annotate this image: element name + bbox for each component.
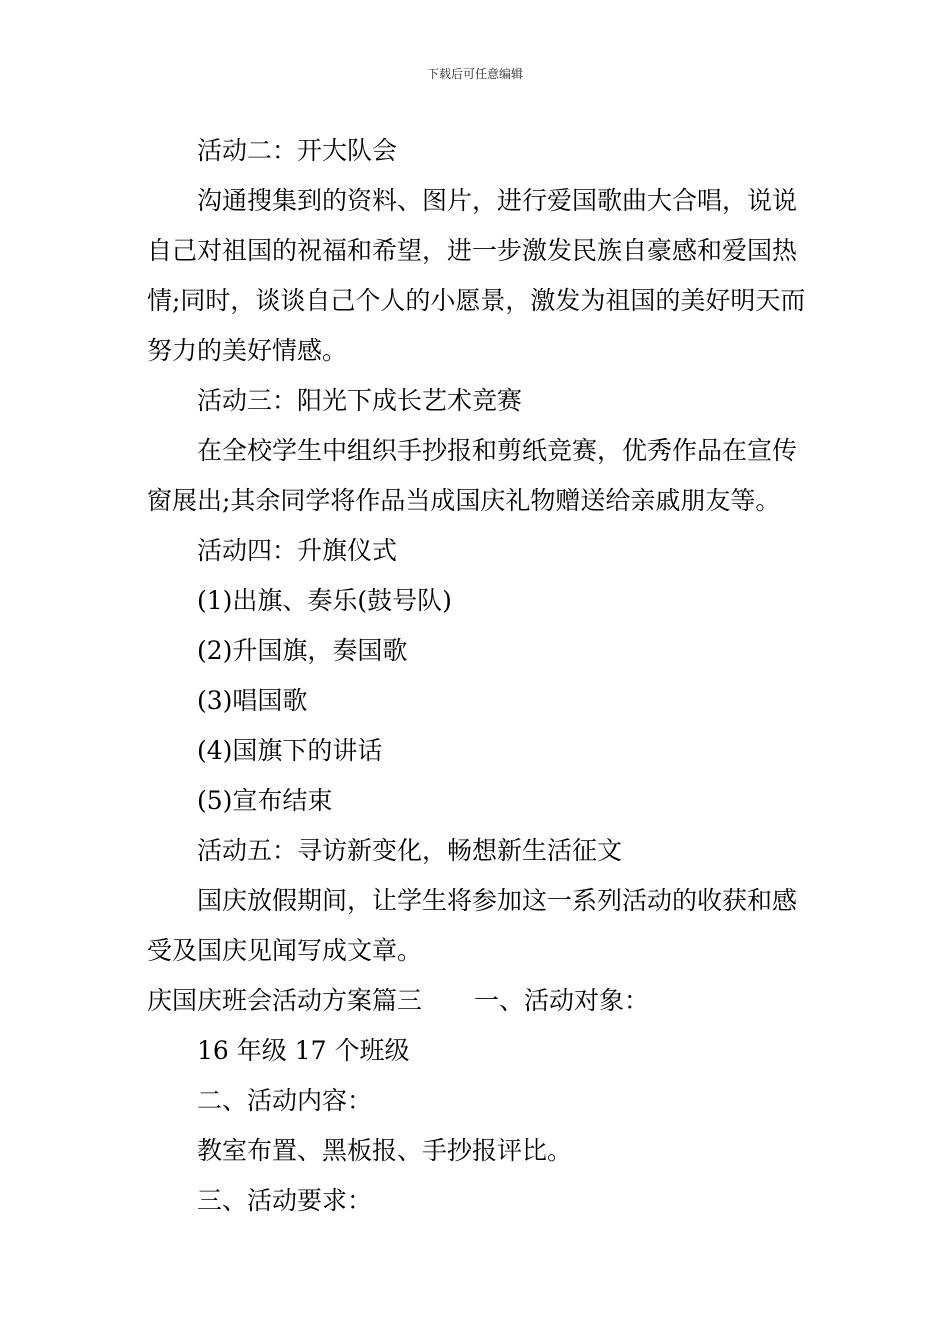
activity-five-description: 国庆放假期间，让学生将参加这一系列活动的收获和感受及国庆见闻写成文章。 [147,886,798,965]
document-body [147,126,807,1226]
activity-target-text: 16 年级 17 个班级 [197,1036,410,1065]
ceremony-step-1: (1)出旗、奏乐(鼓号队) [197,586,452,615]
section-three-title: 庆国庆班会活动方案篇三 [147,986,423,1015]
activity-requirements-heading: 三、活动要求： [197,1186,373,1215]
ceremony-step-4: (4)国旗下的讲话 [197,736,383,765]
section-three-line [147,976,807,1026]
activity-two-heading: 活动二：开大队会 [197,136,398,165]
activity-content-heading: 二、活动内容： [197,1086,373,1115]
ceremony-step-2: (2)升国旗，奏国歌 [197,636,408,665]
ceremony-step-5: (5)宣布结束 [197,786,333,815]
activity-four-heading: 活动四：升旗仪式 [197,536,398,565]
activity-target-heading: 一、活动对象： [474,986,650,1015]
activity-two-description: 沟通搜集到的资料、图片，进行爱国歌曲大合唱，说说自己对祖国的祝福和希望，进一步激发民族自豪感和爱国热情;同时，谈谈自己个人的小愿景，激发为祖国的美好明天而努力的美好情感。 [147,186,806,365]
page-header-note: 下载后可任意编辑 [426,67,523,81]
activity-three-heading: 活动三：阳光下成长艺术竞赛 [197,386,523,415]
activity-five-heading: 活动五：寻访新变化，畅想新生活征文 [197,836,623,865]
activity-three-description: 在全校学生中组织手抄报和剪纸竞赛，优秀作品在宣传窗展出;其余同学将作品当成国庆礼物赠送给亲戚朋友等。 [147,436,798,515]
activity-content-text: 教室布置、黑板报、手抄报评比。 [197,1136,573,1165]
ceremony-step-3: (3)唱国歌 [197,686,308,715]
